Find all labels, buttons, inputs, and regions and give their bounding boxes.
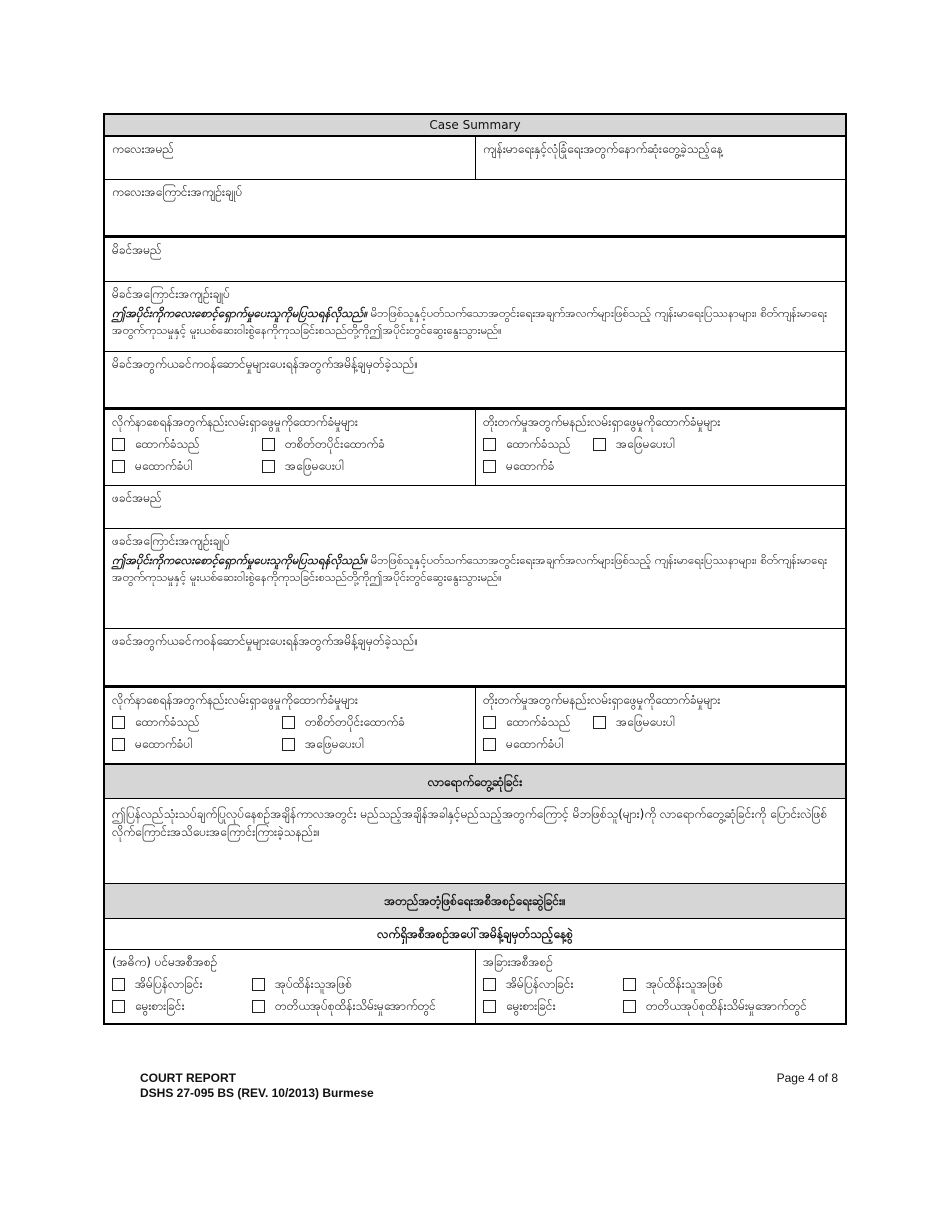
mother-progress-supported[interactable]: ထောက်ခံသည် — [483, 435, 593, 453]
father-progress-no-answer[interactable]: အဖြေမပေးပါ — [593, 713, 838, 731]
father-summary-label: ဖခင်အကြောင်းအကျဉ်းချုပ် — [112, 534, 230, 548]
father-compliance-not-supported[interactable]: မထောက်ခံပါ — [112, 735, 282, 753]
mother-services-row — [105, 351, 845, 407]
mother-note-emphasis: ဤအပိုင်းကိုကလေးစောင့်ရှောက်မှုပေးသူကိုမပြသရန်လိုသည်။ — [112, 306, 367, 320]
mother-compliance-label: လိုက်နာစေရန်အတွက်နည်းလမ်းရှာဖွေမှုကိုထောက်ခံမှုများ — [112, 415, 358, 429]
primary-plan-label: (အဓိက) ပင်မအစီအစဉ် — [112, 955, 218, 969]
page-number: Page 4 of 8 — [776, 1071, 838, 1085]
checkbox[interactable] — [252, 1000, 265, 1013]
other-plan-reunification[interactable]: အိမ်ပြန်လာခြင်း — [483, 975, 623, 993]
mother-compliance-supported[interactable]: ထောက်ခံသည် — [112, 435, 262, 453]
mother-summary-row — [105, 281, 845, 351]
form-title: Case Summary — [105, 115, 845, 135]
child-name-row — [105, 135, 845, 179]
checkbox[interactable] — [483, 978, 496, 991]
mother-progress-not-supported[interactable]: မထောက်ခံ — [483, 457, 593, 475]
mother-services-label: မိခင်အတွက်ယခင်ကဝန်ဆောင်မှုများပေးရန်အတွက်အမိန့်ချမှတ်ခဲ့သည်။ — [112, 357, 419, 371]
father-compliance-cell — [105, 688, 475, 763]
mother-services-field[interactable] — [105, 352, 845, 407]
primary-plan-reunification[interactable]: အိမ်ပြန်လာခြင်း — [112, 975, 252, 993]
mother-name-row — [105, 235, 845, 281]
checkbox[interactable] — [262, 438, 275, 451]
placement-subheading: လက်ရှိအစီအစဉ်အပေါ်အမိန့်ချမှတ်သည့်နေ့စွဲ — [377, 927, 573, 941]
checkbox[interactable] — [112, 716, 125, 729]
father-progress-not-supported[interactable]: မထောက်ခံပါ — [483, 735, 593, 753]
primary-plan-options — [112, 975, 468, 1015]
father-compliance-partial[interactable]: တစိတ်တပိုင်းထောက်ခံ — [282, 713, 468, 731]
mother-compliance-no-answer[interactable]: အဖြေမပေးပါ — [262, 457, 468, 475]
mother-confidential-note — [112, 305, 838, 339]
checkbox[interactable] — [282, 716, 295, 729]
checkbox[interactable] — [483, 716, 496, 729]
mother-compliance-cell — [105, 410, 475, 485]
primary-plan-guardianship[interactable]: အုပ်ထိန်းသူအဖြစ် — [252, 975, 468, 993]
child-summary-field[interactable] — [105, 180, 845, 235]
other-plan-cell — [475, 950, 845, 1023]
other-plan-label: အခြားအစီအစဉ် — [483, 955, 553, 969]
placement-subheading-row — [105, 918, 845, 949]
father-compliance-label: လိုက်နာစေရန်အတွက်နည်းလမ်းရှာဖွေမှုကိုထောက်ခံမှုများ — [112, 693, 358, 707]
father-name-field[interactable] — [105, 486, 845, 528]
mother-compliance-options — [112, 435, 468, 475]
father-note-emphasis: ဤအပိုင်းကိုကလေးစောင့်ရှောက်မှုပေးသူကိုမပြသရန်လိုသည်။ — [112, 553, 367, 567]
father-summary-row — [105, 528, 845, 628]
other-plan-options — [483, 975, 838, 1015]
child-name-label: ကလေးအမည် — [112, 142, 175, 156]
visitation-row — [105, 798, 845, 883]
case-summary-form — [103, 113, 847, 1025]
father-compliance-no-answer[interactable]: အဖြေမပေးပါ — [282, 735, 468, 753]
father-confidential-note — [112, 552, 838, 586]
checkbox[interactable] — [623, 978, 636, 991]
mother-progress-cell — [475, 410, 845, 485]
primary-plan-cell — [105, 950, 475, 1023]
checkbox[interactable] — [112, 978, 125, 991]
checkbox[interactable] — [593, 438, 606, 451]
other-plan-adoption[interactable]: မွေးစားခြင်း — [483, 997, 623, 1015]
child-name-field[interactable] — [105, 137, 475, 179]
other-plan-guardianship[interactable]: အုပ်ထိန်းသူအဖြစ် — [623, 975, 838, 993]
visitation-heading-row — [105, 763, 845, 798]
form-footer — [140, 1071, 374, 1101]
checkbox[interactable] — [623, 1000, 636, 1013]
child-summary-label: ကလေးအကြောင်းအကျဉ်းချုပ် — [112, 185, 243, 199]
father-progress-supported[interactable]: ထောက်ခံသည် — [483, 713, 593, 731]
father-findings-row — [105, 685, 845, 763]
father-services-row — [105, 628, 845, 685]
visitation-field[interactable] — [105, 799, 845, 883]
last-contact-label: ကျန်းမာရေးနှင့်လုံခြုံရေးအတွက်နောက်ဆုံးတွေ့ခဲ့သည့်နေ့ — [483, 142, 723, 156]
checkbox[interactable] — [252, 978, 265, 991]
title-row — [105, 115, 845, 135]
father-progress-cell — [475, 688, 845, 763]
plans-row — [105, 949, 845, 1023]
checkbox[interactable] — [483, 460, 496, 473]
checkbox[interactable] — [282, 738, 295, 751]
father-note-text: မိဘဖြစ်သူနှင့်ပတ်သက်သောအတွင်းရေးအချက်အလက်များဖြစ်သည့် ကျန်းမာရေးပြဿနာများ၊ စိတ်ကျန်းမာရေးအတွက်ကုသမှုနှင့် မူးယစ်ဆေးဝါးစွဲနေကိုကုသခြင်းစသည်တို့ကိုဤအပိုင်းတွင်ဆွေးနွေးသွားမည်။ — [112, 553, 827, 584]
father-services-label: ဖခင်အတွက်ယခင်ကဝန်ဆောင်မှုများပေးရန်အတွက်အမိန့်ချမှတ်ခဲ့သည်။ — [112, 634, 419, 648]
visitation-text: ဤပြန်လည်သုံးသပ်ချက်ပြုလုပ်နေစဉ်အချိန်ကာလအတွင်း မည်သည့်အချိန်အခါနှင့်မည်သည့်အတွက်ကြောင့် မိဘဖြစ်သူ(များ)ကို လာရောက်တွေ့ဆုံခြင်းကို ပြောင်းလဲဖြစ်လိုက်ကြောင်းအသိပေးအကြောင်းကြားခဲ့သနည်း။ — [112, 807, 828, 839]
father-name-row — [105, 485, 845, 528]
checkbox[interactable] — [112, 1000, 125, 1013]
primary-plan-third-party[interactable]: တတိယအုပ်စုထိန်းသိမ်းမှုအောက်တွင် — [252, 997, 468, 1015]
mother-name-field[interactable] — [105, 238, 845, 281]
checkbox[interactable] — [483, 738, 496, 751]
mother-compliance-partial[interactable]: တစိတ်တပိုင်းထောက်ခံ — [262, 435, 468, 453]
checkbox[interactable] — [112, 460, 125, 473]
checkbox[interactable] — [112, 738, 125, 751]
primary-plan-adoption[interactable]: မွေးစားခြင်း — [112, 997, 252, 1015]
mother-compliance-not-supported[interactable]: မထောက်ခံပါ — [112, 457, 262, 475]
father-progress-options — [483, 713, 838, 753]
placement-heading: အတည်အတံ့ဖြစ်ရေးအစီအစဉ်ရေးဆွဲခြင်း။ — [105, 884, 845, 918]
checkbox[interactable] — [112, 438, 125, 451]
mother-name-label: မိခင်အမည် — [112, 243, 162, 257]
child-summary-row — [105, 179, 845, 235]
father-name-label: ဖခင်အမည် — [112, 491, 162, 505]
father-summary-field[interactable] — [105, 529, 845, 628]
placement-heading-row — [105, 883, 845, 918]
checkbox[interactable] — [593, 716, 606, 729]
mother-findings-row — [105, 407, 845, 485]
mother-summary-field[interactable] — [105, 282, 845, 351]
father-compliance-options — [112, 713, 468, 753]
mother-note-text: မိဘဖြစ်သူနှင့်ပတ်သက်သောအတွင်းရေးအချက်အလက်များဖြစ်သည့် ကျန်းမာရေးပြဿနာများ၊ စိတ်ကျန်းမာရေးအတွက်ကုသမှုနှင့် မူးယစ်ဆေးဝါးစွဲနေကိုကုသခြင်းစသည်တို့ကိုဤအပိုင်းတွင်ဆွေးနွေးသွားမည်။ — [112, 306, 827, 337]
last-contact-field[interactable] — [475, 137, 845, 179]
checkbox[interactable] — [483, 438, 496, 451]
checkbox[interactable] — [262, 460, 275, 473]
mother-progress-no-answer[interactable]: အဖြေမပေးပါ — [593, 435, 838, 453]
other-plan-third-party[interactable]: တတိယအုပ်စုထိန်းသိမ်းမှုအောက်တွင် — [623, 997, 838, 1015]
father-services-field[interactable] — [105, 629, 845, 685]
checkbox[interactable] — [483, 1000, 496, 1013]
mother-summary-label: မိခင်အကြောင်းအကျဉ်းချုပ် — [112, 287, 230, 301]
mother-progress-label: တိုးတက်မှုအတွက်မနည်းလမ်းရှာဖွေမှုကိုထောက်ခံမှုများ — [483, 415, 721, 429]
footer-report-title: COURT REPORT — [140, 1071, 236, 1085]
mother-progress-options — [483, 435, 838, 475]
footer-form-number: DSHS 27-095 BS (REV. 10/2013) Burmese — [140, 1086, 374, 1100]
father-compliance-supported[interactable]: ထောက်ခံသည် — [112, 713, 282, 731]
visitation-heading: လာရောက်တွေ့ဆုံခြင်း — [105, 765, 845, 798]
father-progress-label: တိုးတက်မှုအတွက်မနည်းလမ်းရှာဖွေမှုကိုထောက်ခံမှုများ — [483, 693, 721, 707]
